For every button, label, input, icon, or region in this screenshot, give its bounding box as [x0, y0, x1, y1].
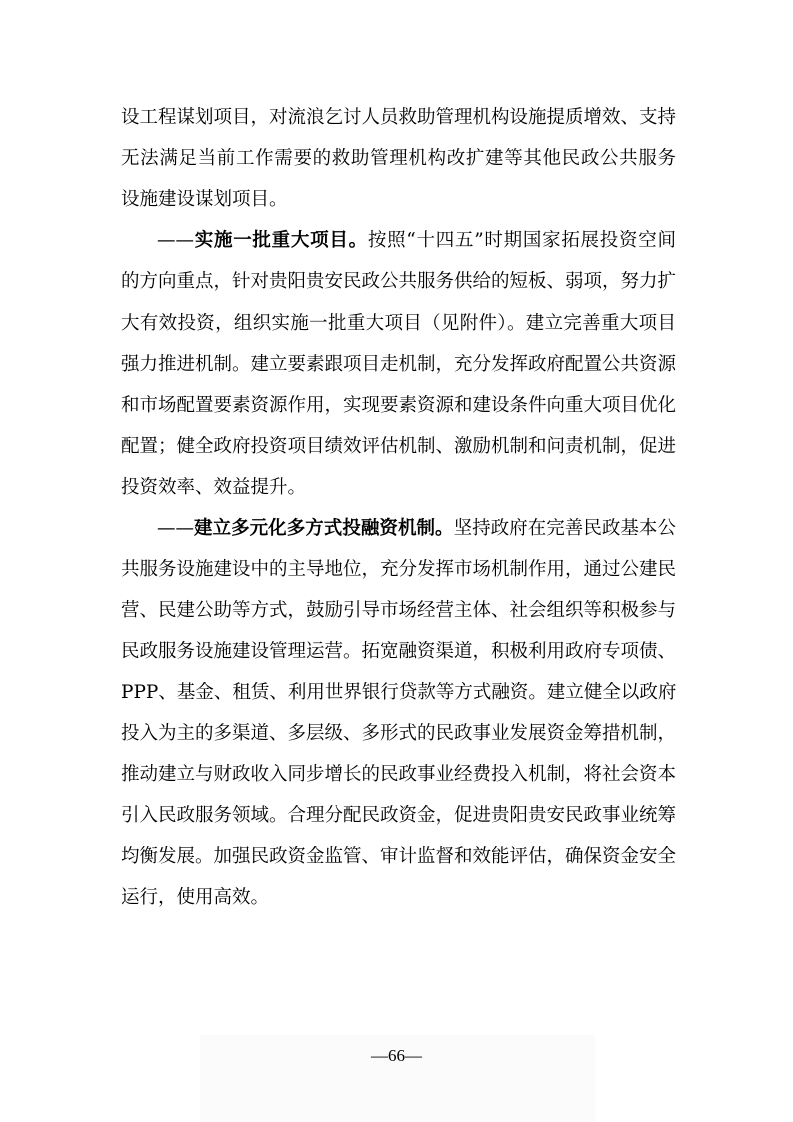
body-text-line: 民政服务设施建设管理运营。拓宽融资渠道，积极利用政府专项债、: [121, 641, 677, 662]
body-text-line: 推动建立与财政收入同步增长的民政事业经费投入机制，将社会资本: [121, 764, 677, 785]
body-text-line: 共服务设施建设中的主导地位，充分发挥市场机制作用，通过公建民: [121, 559, 677, 580]
page-number: —66—: [371, 1046, 422, 1065]
section-heading-line: [157, 226, 676, 256]
body-text-line: 配置；健全政府投资项目绩效评估机制、激励机制和问责机制，促进: [121, 436, 677, 457]
body-text-line: 的方向重点，针对贵阳贵安民政公共服务供给的短板、弱项，努力扩: [121, 271, 677, 292]
section-heading: 实施一批重大项目。: [194, 230, 368, 251]
body-text: 按照“十四五”时期国家拓展投资空间: [367, 230, 676, 251]
body-text-line: 投资效率、效益提升。: [121, 477, 307, 498]
section-heading-line: [157, 514, 676, 544]
em-dash-lead: ——: [157, 518, 194, 539]
body-text-line: 投入为主的多渠道、多层级、多形式的民政事业发展资金筹措机制，: [121, 723, 677, 744]
body-text-line: 设工程谋划项目，对流浪乞讨人员救助管理机构设施提质增效、支持: [121, 107, 677, 128]
body-text: 坚持政府在完善民政基本公: [453, 518, 676, 539]
body-text-line: 强力推进机制。建立要素跟项目走机制，充分发挥政府配置公共资源: [121, 354, 677, 375]
body-text-line: 营、民建公助等方式，鼓励引导市场经营主体、社会组织等积极参与: [121, 600, 677, 621]
section-heading: 建立多元化多方式投融资机制。: [194, 518, 454, 539]
body-text-line: 和市场配置要素资源作用，实现要素资源和建设条件向重大项目优化: [121, 395, 677, 416]
body-text-line: 大有效投资，组织实施一批重大项目（见附件）。建立完善重大项目: [121, 313, 676, 334]
body-text-line: PPP、基金、租赁、利用世界银行贷款等方式融资。建立健全以政府: [121, 682, 677, 703]
body-text-line: 均衡发展。加强民政资金监管、审计监督和效能评估，确保资金安全: [121, 846, 677, 867]
em-dash-lead: ——: [157, 230, 194, 251]
body-text-line: 设施建设谋划项目。: [121, 189, 288, 210]
body-text-line: 运行，使用高效。: [121, 887, 270, 908]
body-text-line: 引入民政服务领域。合理分配民政资金，促进贵阳贵安民政事业统筹: [121, 805, 677, 826]
body-text-line: 无法满足当前工作需要的救助管理机构改扩建等其他民政公共服务: [121, 148, 676, 169]
